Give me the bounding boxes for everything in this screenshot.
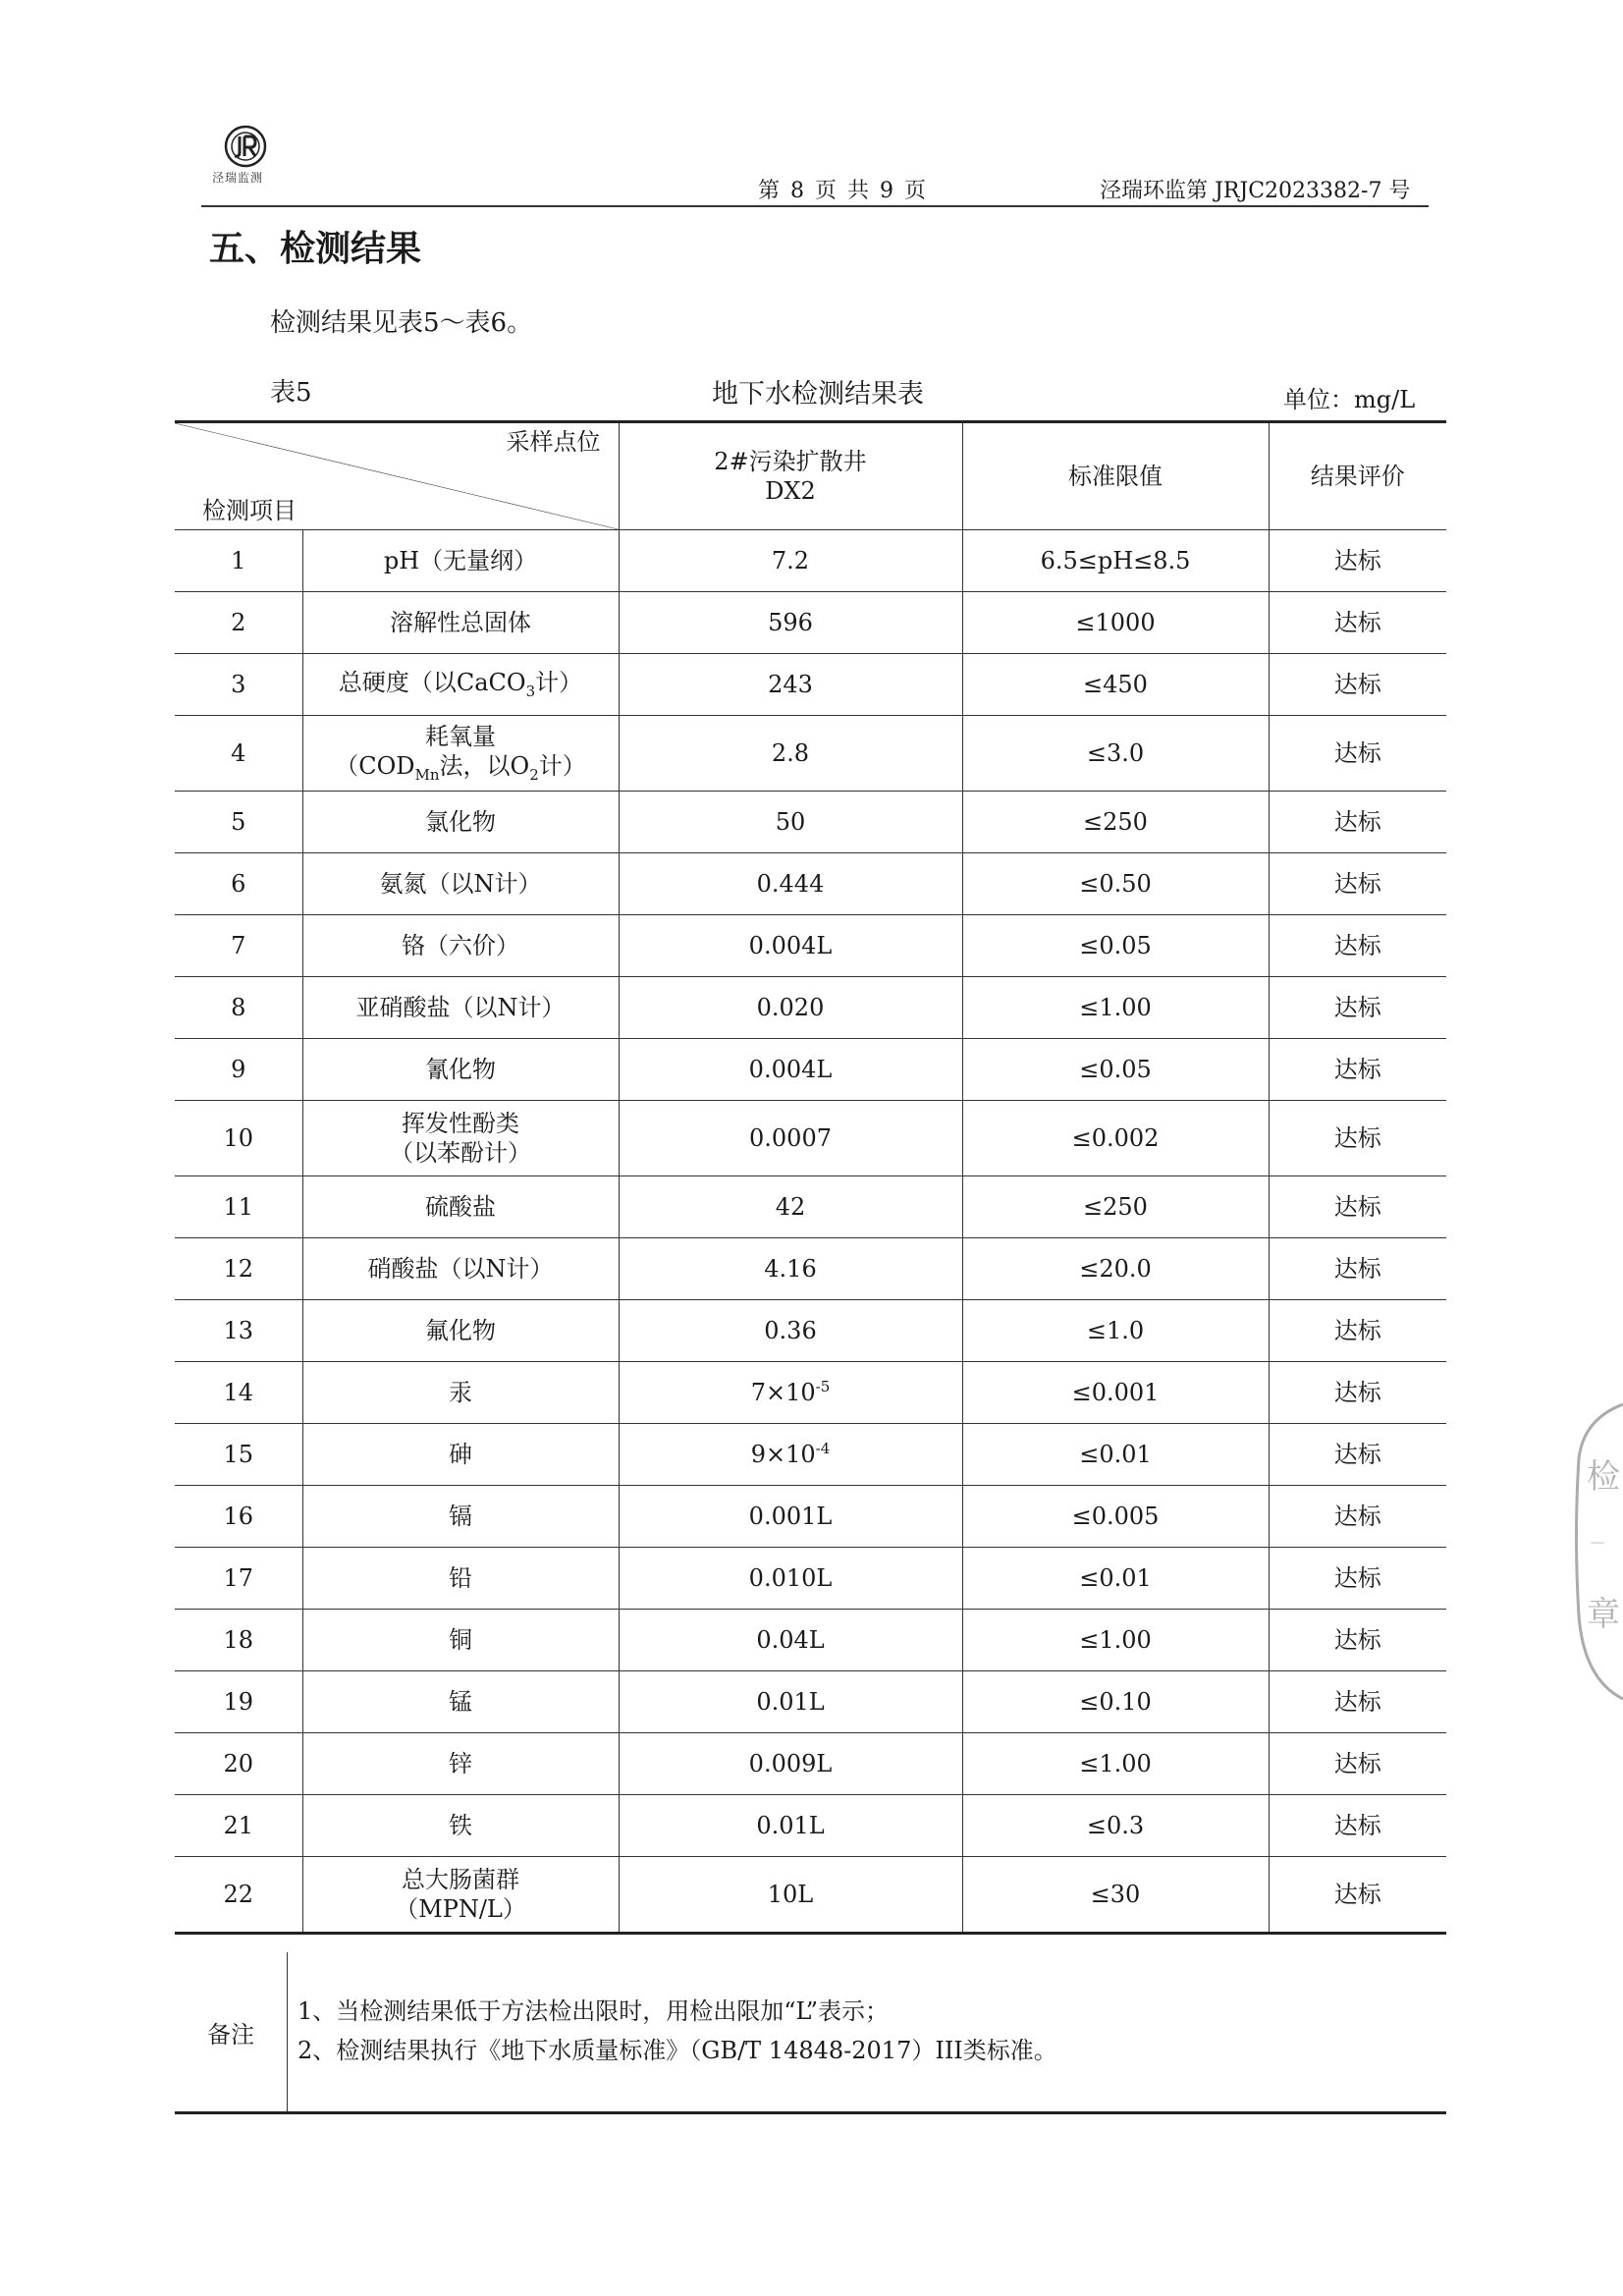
evaluation: 达标 <box>1269 1238 1446 1300</box>
test-item: 氰化物 <box>302 1039 619 1101</box>
row-number: 16 <box>175 1486 302 1548</box>
test-item: pH（无量纲） <box>302 530 619 592</box>
evaluation: 达标 <box>1269 1424 1446 1486</box>
table-row <box>175 1300 1446 1362</box>
standard-limit: ≤250 <box>962 1176 1269 1238</box>
table-row <box>175 977 1446 1039</box>
standard-limit: ≤20.0 <box>962 1238 1269 1300</box>
test-item: 砷 <box>302 1424 619 1486</box>
evaluation: 达标 <box>1269 1795 1446 1857</box>
test-result: 0.020 <box>619 977 962 1039</box>
table-row <box>175 1548 1446 1610</box>
item-subscript: 3 <box>525 683 536 701</box>
test-result: 0.36 <box>619 1300 962 1362</box>
test-result: 42 <box>619 1176 962 1238</box>
row-number: 6 <box>175 853 302 915</box>
test-item: 氯化物 <box>302 792 619 853</box>
limit-column-header: 标准限值 <box>962 422 1269 530</box>
row-number: 1 <box>175 530 302 592</box>
test-result: 243 <box>619 654 962 716</box>
standard-limit: ≤1.00 <box>962 1610 1269 1671</box>
row-number: 10 <box>175 1101 302 1176</box>
logo-text: 泾瑞监测 <box>212 171 264 185</box>
evaluation: 达标 <box>1269 1610 1446 1671</box>
item-text: 计） <box>535 669 583 697</box>
test-result: 0.04L <box>619 1610 962 1671</box>
table-row <box>175 530 1446 592</box>
test-item-line2: （MPN/L） <box>395 1895 526 1923</box>
table-row <box>175 1362 1446 1424</box>
item-subscript: 2 <box>529 766 539 785</box>
table-row <box>175 1101 1446 1176</box>
evaluation: 达标 <box>1269 530 1446 592</box>
evaluation: 达标 <box>1269 1101 1446 1176</box>
table-row <box>175 1671 1446 1733</box>
test-item <box>302 1101 619 1176</box>
standard-limit: 6.5≤pH≤8.5 <box>962 530 1269 592</box>
standard-limit: ≤0.01 <box>962 1424 1269 1486</box>
notes-label: 备注 <box>175 1952 288 2113</box>
section-title: 五、检测结果 <box>209 229 422 269</box>
standard-limit: ≤1.00 <box>962 977 1269 1039</box>
standard-limit: ≤0.01 <box>962 1548 1269 1610</box>
standard-limit: ≤1.00 <box>962 1733 1269 1795</box>
standard-limit: ≤0.002 <box>962 1101 1269 1176</box>
row-number: 9 <box>175 1039 302 1101</box>
row-number: 5 <box>175 792 302 853</box>
notes-content <box>288 1952 1447 2113</box>
evaluation: 达标 <box>1269 1039 1446 1101</box>
test-item: 铬（六价） <box>302 915 619 977</box>
table-number: 表5 <box>270 378 312 408</box>
test-item: 硫酸盐 <box>302 1176 619 1238</box>
table-row <box>175 853 1446 915</box>
test-item: 铅 <box>302 1548 619 1610</box>
svg-text:检: 检 <box>1587 1457 1620 1497</box>
test-result <box>619 1424 962 1486</box>
item-text: 法，以O <box>439 752 530 781</box>
standard-limit: ≤1.0 <box>962 1300 1269 1362</box>
test-result: 4.16 <box>619 1238 962 1300</box>
svg-text:章: 章 <box>1587 1595 1620 1634</box>
row-number: 12 <box>175 1238 302 1300</box>
standard-limit: ≤0.05 <box>962 1039 1269 1101</box>
test-result: 10L <box>619 1857 962 1934</box>
test-result: 0.004L <box>619 915 962 977</box>
test-item: 溶解性总固体 <box>302 592 619 654</box>
row-number: 7 <box>175 915 302 977</box>
row-number: 14 <box>175 1362 302 1424</box>
test-item-line1: 总大肠菌群 <box>402 1866 519 1893</box>
standard-limit: ≤30 <box>962 1857 1269 1934</box>
item-subscript: Mn <box>414 766 440 785</box>
report-number: 泾瑞环监第 JRJC2023382-7 号 <box>1100 179 1411 203</box>
result-exponent: -4 <box>815 1440 831 1457</box>
row-number: 21 <box>175 1795 302 1857</box>
table-row <box>175 1039 1446 1101</box>
test-result: 0.01L <box>619 1795 962 1857</box>
test-item: 氟化物 <box>302 1300 619 1362</box>
test-result: 0.01L <box>619 1671 962 1733</box>
evaluation: 达标 <box>1269 792 1446 853</box>
test-result: 0.009L <box>619 1733 962 1795</box>
standard-limit: ≤0.005 <box>962 1486 1269 1548</box>
evaluation: 达标 <box>1269 1548 1446 1610</box>
test-item-line1: 挥发性酚类 <box>402 1110 519 1137</box>
intro-text: 检测结果见表5～表6。 <box>270 308 533 338</box>
note-line-1: 1、当检测结果低于方法检出限时，用检出限加“L”表示； <box>298 1997 889 2026</box>
sample-point-name: 2#污染扩散井 <box>714 448 867 475</box>
row-number: 3 <box>175 654 302 716</box>
table-row <box>175 654 1446 716</box>
row-number: 17 <box>175 1548 302 1610</box>
evaluation: 达标 <box>1269 1486 1446 1548</box>
test-result: 0.444 <box>619 853 962 915</box>
test-item: 亚硝酸盐（以N计） <box>302 977 619 1039</box>
test-result: 2.8 <box>619 716 962 792</box>
table-title: 地下水检测结果表 <box>712 379 924 410</box>
item-text: 计） <box>538 752 586 781</box>
standard-limit: ≤0.3 <box>962 1795 1269 1857</box>
test-item: 锰 <box>302 1671 619 1733</box>
test-item: 硝酸盐（以N计） <box>302 1238 619 1300</box>
eval-column-header: 结果评价 <box>1269 422 1446 530</box>
paging-seal-fragment <box>1569 1399 1623 1704</box>
test-item-line2 <box>307 751 615 785</box>
row-number: 19 <box>175 1671 302 1733</box>
test-item: 铁 <box>302 1795 619 1857</box>
standard-limit: ≤0.001 <box>962 1362 1269 1424</box>
standard-limit: ≤0.05 <box>962 915 1269 977</box>
row-number: 11 <box>175 1176 302 1238</box>
page-info: 第 8 页 共 9 页 <box>758 179 926 203</box>
result-base: 7×10 <box>750 1379 816 1406</box>
standard-limit: ≤1000 <box>962 592 1269 654</box>
table-row <box>175 1733 1446 1795</box>
evaluation: 达标 <box>1269 915 1446 977</box>
corner-bottom-label: 检测项目 <box>202 497 297 524</box>
result-exponent: -5 <box>815 1378 831 1395</box>
test-result: 50 <box>619 792 962 853</box>
item-text: （COD <box>335 752 415 781</box>
sample-column-header <box>619 422 962 530</box>
evaluation: 达标 <box>1269 1300 1446 1362</box>
test-result: 596 <box>619 592 962 654</box>
table-row <box>175 1610 1446 1671</box>
row-number: 2 <box>175 592 302 654</box>
evaluation: 达标 <box>1269 1176 1446 1238</box>
test-item-line2: （以苯酚计） <box>390 1139 531 1167</box>
evaluation: 达标 <box>1269 1362 1446 1424</box>
standard-limit: ≤3.0 <box>962 716 1269 792</box>
row-number: 15 <box>175 1424 302 1486</box>
evaluation: 达标 <box>1269 1733 1446 1795</box>
test-item: 锌 <box>302 1733 619 1795</box>
evaluation: 达标 <box>1269 853 1446 915</box>
standard-limit: ≤0.10 <box>962 1671 1269 1733</box>
table-row <box>175 792 1446 853</box>
table-row <box>175 1238 1446 1300</box>
test-item: 铜 <box>302 1610 619 1671</box>
row-number: 8 <box>175 977 302 1039</box>
table-row <box>175 1424 1446 1486</box>
table-row <box>175 1176 1446 1238</box>
row-number: 20 <box>175 1733 302 1795</box>
table-row <box>175 1486 1446 1548</box>
results-table <box>175 420 1446 1935</box>
test-result: 0.0007 <box>619 1101 962 1176</box>
row-number: 13 <box>175 1300 302 1362</box>
row-number: 22 <box>175 1857 302 1934</box>
test-item <box>302 716 619 792</box>
table-header-row <box>175 422 1446 530</box>
result-base: 9×10 <box>750 1441 816 1468</box>
test-item: 汞 <box>302 1362 619 1424</box>
table-row <box>175 1857 1446 1934</box>
test-result: 0.001L <box>619 1486 962 1548</box>
standard-limit: ≤250 <box>962 792 1269 853</box>
standard-limit: ≤0.50 <box>962 853 1269 915</box>
evaluation: 达标 <box>1269 654 1446 716</box>
evaluation: 达标 <box>1269 1671 1446 1733</box>
sample-point-id: DX2 <box>765 477 816 505</box>
test-item <box>302 654 619 716</box>
header-divider <box>201 205 1429 207</box>
evaluation: 达标 <box>1269 1857 1446 1934</box>
evaluation: 达标 <box>1269 977 1446 1039</box>
table-unit: 单位：mg/L <box>1283 386 1416 413</box>
table-row <box>175 1795 1446 1857</box>
svg-text:—: — <box>1591 1535 1604 1551</box>
test-result: 0.004L <box>619 1039 962 1101</box>
table-row <box>175 716 1446 792</box>
test-result: 0.010L <box>619 1548 962 1610</box>
item-text: 总硬度（以CaCO <box>338 669 526 697</box>
corner-top-label: 采样点位 <box>506 428 601 456</box>
notes-table <box>175 1952 1446 2114</box>
test-result <box>619 1362 962 1424</box>
row-number: 4 <box>175 716 302 792</box>
row-number: 18 <box>175 1610 302 1671</box>
table-row <box>175 915 1446 977</box>
table-row <box>175 592 1446 654</box>
test-item: 氨氮（以N计） <box>302 853 619 915</box>
note-line-2: 2、检测结果执行《地下水质量标准》（GB/T 14848-2017）III类标准。 <box>298 2037 1057 2064</box>
test-item: 镉 <box>302 1486 619 1548</box>
evaluation: 达标 <box>1269 592 1446 654</box>
test-result: 7.2 <box>619 530 962 592</box>
test-item-line1: 耗氧量 <box>425 723 496 751</box>
standard-limit: ≤450 <box>962 654 1269 716</box>
corner-header <box>175 422 619 530</box>
test-item <box>302 1857 619 1934</box>
evaluation: 达标 <box>1269 716 1446 792</box>
